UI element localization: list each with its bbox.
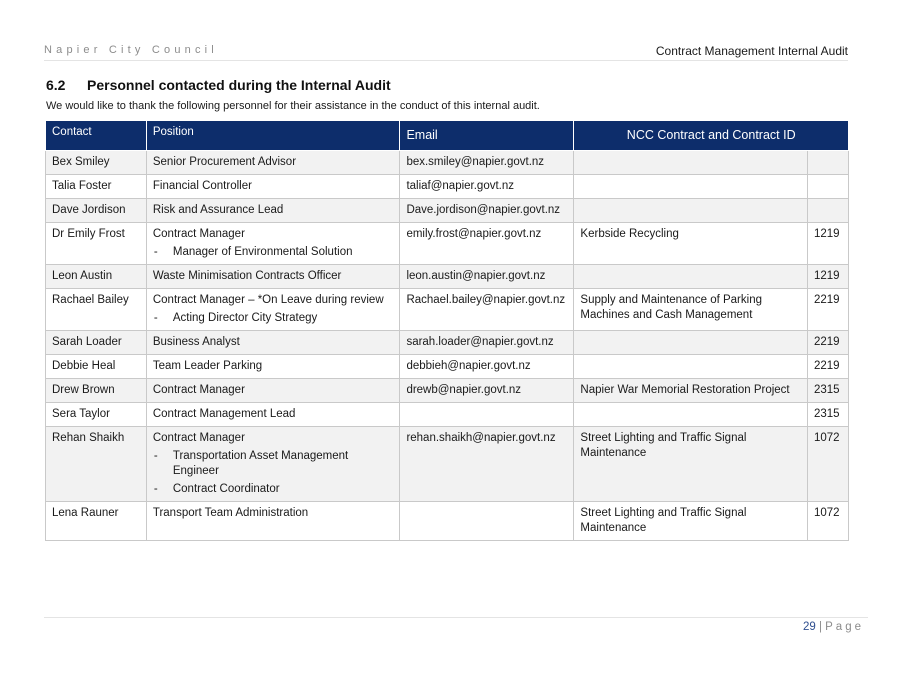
cell-contact: Rachael Bailey — [46, 289, 147, 331]
cell-contract-id: 1219 — [807, 265, 848, 289]
cell-position — [146, 223, 400, 265]
cell-position — [146, 199, 400, 223]
cell-position — [146, 151, 400, 175]
table-row — [46, 355, 849, 379]
table-row — [46, 223, 849, 265]
cell-contact: Rehan Shaikh — [46, 427, 147, 502]
cell-contact: Dave Jordison — [46, 199, 147, 223]
position-title: Contract Manager — [152, 432, 245, 444]
page-separator: | — [818, 621, 822, 633]
section-intro: We would like to thank the following personnel for their assistance in the conduct of this internal audit. — [46, 100, 540, 112]
table-row — [46, 175, 849, 199]
cell-contract — [574, 199, 808, 223]
cell-email: Rachael.bailey@napier.govt.nz — [400, 289, 574, 331]
table-row — [46, 331, 849, 355]
table-row — [46, 403, 849, 427]
position-title: Transport Team Administration — [152, 507, 309, 519]
cell-contract-id: 2315 — [807, 403, 848, 427]
organization-name: Napier City Council — [44, 44, 218, 56]
cell-contact: Leon Austin — [46, 265, 147, 289]
cell-position — [146, 265, 400, 289]
cell-contract: Supply and Maintenance of Parking Machines and Cash Management — [574, 289, 808, 331]
cell-contract — [574, 403, 808, 427]
table-row — [46, 151, 849, 175]
cell-contract — [574, 151, 808, 175]
cell-contact: Bex Smiley — [46, 151, 147, 175]
cell-contract-id: 2315 — [807, 379, 848, 403]
position-subrole: - Manager of Environmental Solution — [153, 245, 394, 260]
page-footer — [44, 617, 868, 633]
cell-position — [146, 175, 400, 199]
table-header-row — [46, 121, 849, 151]
page-header — [44, 44, 848, 61]
page-label: Page — [825, 621, 864, 633]
cell-position — [146, 355, 400, 379]
cell-contact: Talia Foster — [46, 175, 147, 199]
cell-contact: Sera Taylor — [46, 403, 147, 427]
cell-contract-id — [807, 151, 848, 175]
cell-contract: Street Lighting and Traffic Signal Maintenance — [574, 502, 808, 541]
position-subrole: - Contract Coordinator — [153, 482, 394, 497]
header-contact: Contact — [46, 121, 147, 151]
position-subrole: - Acting Director City Strategy — [153, 311, 394, 326]
cell-contact: Lena Rauner — [46, 502, 147, 541]
cell-email: Dave.jordison@napier.govt.nz — [400, 199, 574, 223]
cell-contact: Debbie Heal — [46, 355, 147, 379]
cell-contract-id: 2219 — [807, 289, 848, 331]
section-title: Personnel contacted during the Internal Audit — [87, 77, 391, 93]
cell-contact: Sarah Loader — [46, 331, 147, 355]
table-body — [46, 151, 849, 541]
cell-contract — [574, 265, 808, 289]
cell-email: taliaf@napier.govt.nz — [400, 175, 574, 199]
cell-position — [146, 331, 400, 355]
cell-email: bex.smiley@napier.govt.nz — [400, 151, 574, 175]
cell-position — [146, 289, 400, 331]
cell-email — [400, 403, 574, 427]
cell-contract — [574, 331, 808, 355]
cell-contract-id — [807, 199, 848, 223]
cell-contract — [574, 355, 808, 379]
page-indicator — [803, 621, 864, 633]
cell-contract-id: 2219 — [807, 355, 848, 379]
cell-contact: Drew Brown — [46, 379, 147, 403]
table-row — [46, 502, 849, 541]
cell-contract — [574, 175, 808, 199]
cell-email: leon.austin@napier.govt.nz — [400, 265, 574, 289]
cell-email: sarah.loader@napier.govt.nz — [400, 331, 574, 355]
cell-email: emily.frost@napier.govt.nz — [400, 223, 574, 265]
position-title: Business Analyst — [152, 336, 240, 348]
cell-contract-id: 1072 — [807, 427, 848, 502]
cell-position — [146, 427, 400, 502]
table-row — [46, 265, 849, 289]
table-row — [46, 427, 849, 502]
position-title: Contract Management Lead — [152, 408, 296, 420]
cell-contact: Dr Emily Frost — [46, 223, 147, 265]
position-title: Team Leader Parking — [152, 360, 263, 372]
position-title: Financial Controller — [152, 180, 252, 192]
section-number: 6.2 — [46, 77, 66, 93]
table-row — [46, 379, 849, 403]
cell-contract: Street Lighting and Traffic Signal Maintenance — [574, 427, 808, 502]
cell-email: drewb@napier.govt.nz — [400, 379, 574, 403]
cell-position — [146, 379, 400, 403]
cell-contract-id: 1219 — [807, 223, 848, 265]
header-contract: NCC Contract and Contract ID — [574, 121, 849, 151]
cell-email: debbieh@napier.govt.nz — [400, 355, 574, 379]
cell-email: rehan.shaikh@napier.govt.nz — [400, 427, 574, 502]
cell-contract-id: 1072 — [807, 502, 848, 541]
cell-position — [146, 502, 400, 541]
position-title: Waste Minimisation Contracts Officer — [152, 270, 342, 282]
position-title: Contract Manager — [152, 228, 245, 240]
position-title: Risk and Assurance Lead — [152, 204, 284, 216]
position-title: Senior Procurement Advisor — [152, 156, 297, 168]
header-email: Email — [400, 121, 574, 151]
header-position: Position — [146, 121, 400, 151]
cell-contract: Napier War Memorial Restoration Project — [574, 379, 808, 403]
personnel-table — [45, 120, 849, 541]
position-title: Contract Manager — [152, 384, 245, 396]
cell-email — [400, 502, 574, 541]
page-number: 29 — [802, 621, 816, 633]
cell-contract-id: 2219 — [807, 331, 848, 355]
section-heading — [46, 77, 391, 93]
position-title: Contract Manager – *On Leave during review — [152, 294, 384, 306]
cell-contract: Kerbside Recycling — [574, 223, 808, 265]
document-title: Contract Management Internal Audit — [655, 44, 848, 58]
table-row — [46, 199, 849, 223]
cell-contract-id — [807, 175, 848, 199]
position-subrole: - Transportation Asset Management Engineer — [153, 449, 394, 479]
table-row — [46, 289, 849, 331]
cell-position — [146, 403, 400, 427]
